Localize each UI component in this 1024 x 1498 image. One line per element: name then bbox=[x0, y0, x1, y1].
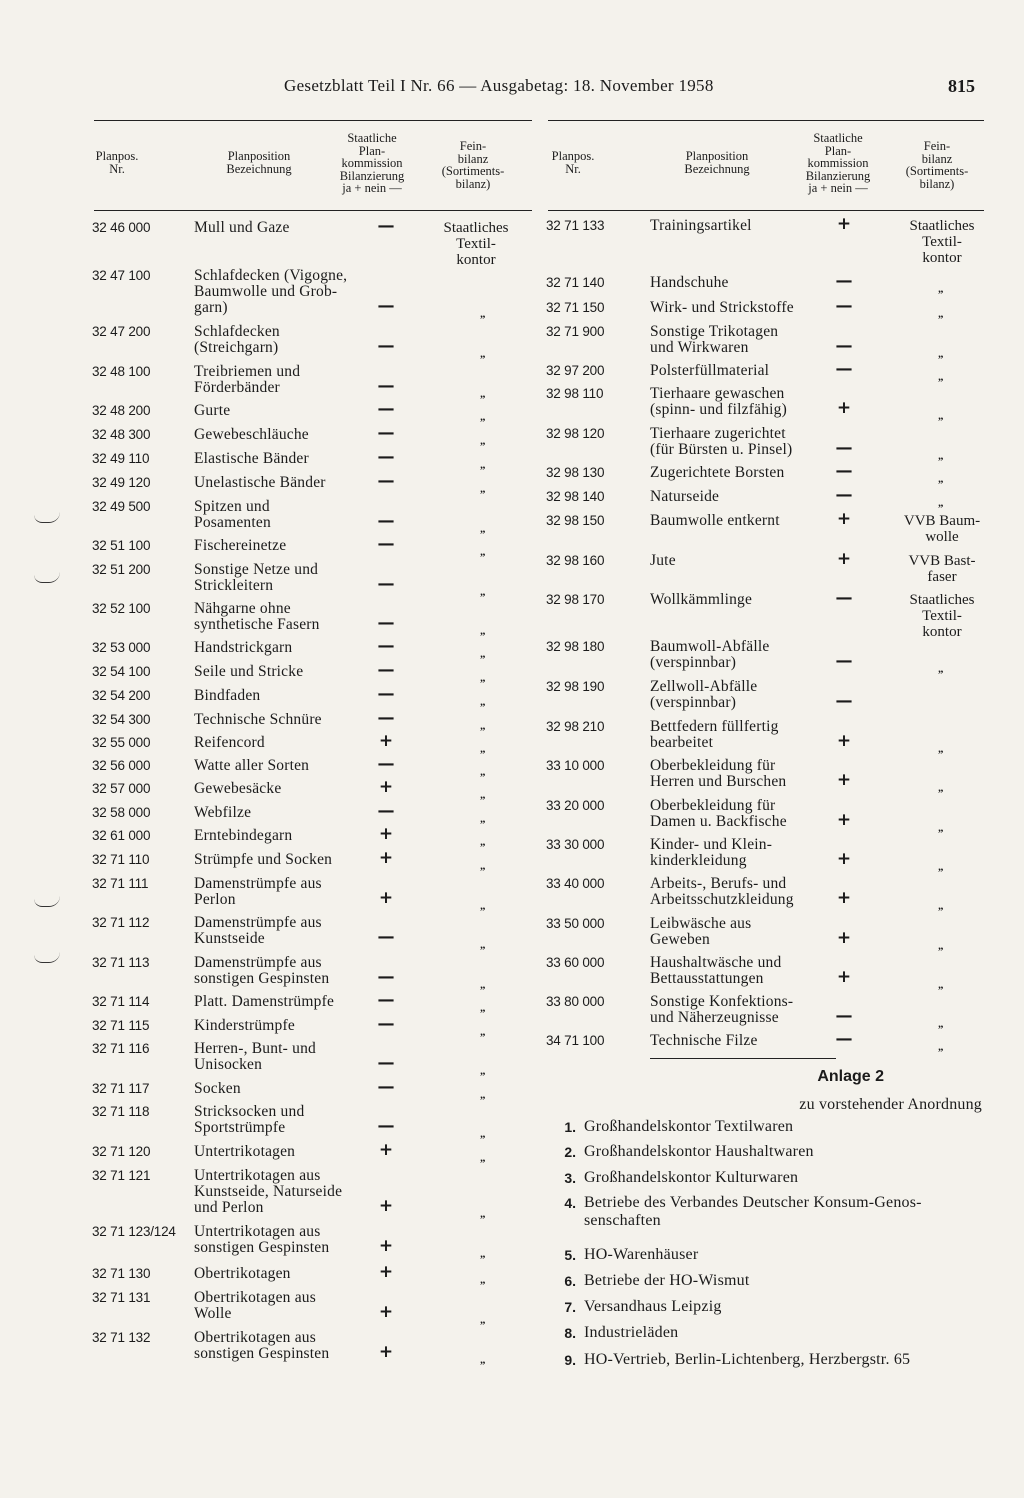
planpos-nr: 33 20 000 bbox=[546, 798, 605, 813]
planpos-nr: 32 55 000 bbox=[92, 735, 151, 750]
header-fb: Fein- bilanz (Sortiments- bilanz) bbox=[905, 139, 969, 191]
planpos-nr: 32 54 100 bbox=[92, 664, 151, 679]
ditto-mark: „ bbox=[480, 1128, 486, 1140]
ditto-mark: „ bbox=[480, 1208, 486, 1220]
bilanzierung-mark: — bbox=[377, 990, 395, 1010]
ditto-mark: „ bbox=[480, 348, 486, 360]
planpos-nr: 32 49 120 bbox=[92, 475, 151, 490]
bilanzierung-mark: — bbox=[835, 691, 853, 711]
bilanzierung-mark: + bbox=[378, 731, 394, 751]
table-header bbox=[540, 128, 984, 210]
planpos-nr: 32 47 200 bbox=[92, 324, 151, 339]
planpos-bezeichnung: Elastische Bänder bbox=[194, 450, 309, 467]
planpos-nr: 32 52 100 bbox=[92, 601, 151, 616]
ditto-mark: „ bbox=[938, 861, 944, 873]
planpos-bezeichnung: Socken bbox=[194, 1080, 241, 1097]
planpos-bezeichnung: Erntebindegarn bbox=[194, 827, 293, 844]
ditto-mark: „ bbox=[480, 546, 486, 558]
planpos-nr: 32 71 113 bbox=[92, 955, 150, 970]
ditto-mark: „ bbox=[480, 766, 486, 778]
bilanzierung-mark: — bbox=[377, 967, 395, 987]
planpos-bezeichnung: Damenstrümpfe aus Perlon bbox=[194, 875, 322, 908]
planpos-bezeichnung: Platt. Damenstrümpfe bbox=[194, 993, 335, 1010]
bilanzierung-mark: — bbox=[377, 1053, 395, 1073]
planpos-bezeichnung: Haushaltwäsche und Bettausstattungen bbox=[650, 954, 782, 987]
bilanzierung-mark: — bbox=[377, 471, 395, 491]
planpos-bezeichnung: Tierhaare gewaschen (spinn- und filzfähig) bbox=[650, 385, 787, 418]
planpos-nr: 32 71 123/124 bbox=[92, 1224, 176, 1239]
planpos-nr: 32 53 000 bbox=[92, 640, 151, 655]
bilanzierung-mark: + bbox=[836, 549, 852, 569]
planpos-bezeichnung: Strümpfe und Socken bbox=[194, 851, 333, 868]
planpos-bezeichnung: Baumwolle entkernt bbox=[650, 512, 780, 529]
header-fb: Fein- bilanz (Sortiments- bilanz) bbox=[441, 139, 505, 191]
planpos-nr: 33 80 000 bbox=[546, 994, 605, 1009]
planpos-nr: 32 48 300 bbox=[92, 427, 151, 442]
bilanzierung-mark: — bbox=[377, 574, 395, 594]
bilanzierung-mark: + bbox=[836, 731, 852, 751]
bilanzierung-mark: + bbox=[378, 1196, 394, 1216]
ditto-mark: „ bbox=[480, 459, 486, 471]
list-text: Industrieläden bbox=[584, 1324, 679, 1341]
bilanzierung-mark: + bbox=[836, 398, 852, 418]
list-number: 2. bbox=[564, 1144, 576, 1160]
planpos-bezeichnung: Damenstrümpfe aus Kunstseide bbox=[194, 914, 322, 947]
ditto-mark: „ bbox=[480, 388, 486, 400]
ditto-mark: „ bbox=[480, 789, 486, 801]
planpos-nr: 32 71 114 bbox=[92, 994, 150, 1009]
ditto-mark: „ bbox=[480, 696, 486, 708]
planpos-bezeichnung: Spitzen und Posamenten bbox=[194, 498, 271, 531]
bilanzierung-mark: — bbox=[377, 399, 395, 419]
running-title: Gesetzblatt Teil I Nr. 66 — Ausgabetag: 18. November 1958 bbox=[284, 76, 714, 95]
page-header bbox=[0, 76, 1024, 102]
header-bez: Planposition Bezeichnung bbox=[226, 149, 292, 176]
planpos-bezeichnung: Trainingsartikel bbox=[650, 217, 752, 234]
bilanzierung-mark: — bbox=[377, 684, 395, 704]
ditto-mark: „ bbox=[938, 308, 944, 320]
bilanzierung-mark: — bbox=[377, 216, 395, 236]
planpos-nr: 32 71 121 bbox=[92, 1168, 151, 1183]
header-nr: Planpos. Nr. bbox=[95, 149, 139, 176]
bilanzierung-mark: — bbox=[377, 708, 395, 728]
planpos-bezeichnung: Untertrikotagen aus sonstigen Gespinsten bbox=[194, 1223, 330, 1256]
planpos-nr: 32 71 130 bbox=[92, 1266, 151, 1281]
ditto-mark: „ bbox=[480, 1089, 486, 1101]
bilanzierung-mark: — bbox=[377, 1014, 395, 1034]
list-number: 4. bbox=[564, 1195, 576, 1211]
planpos-nr: 32 98 170 bbox=[546, 592, 605, 607]
page-number: 815 bbox=[948, 76, 975, 96]
planpos-bezeichnung: Gewebeschläuche bbox=[194, 426, 309, 443]
planpos-bezeichnung: Baumwoll-Abfälle (verspinnbar) bbox=[650, 638, 770, 671]
ditto-mark: „ bbox=[938, 900, 944, 912]
bilanzierung-mark: + bbox=[836, 928, 852, 948]
bilanzierung-mark: — bbox=[377, 613, 395, 633]
ditto-mark: „ bbox=[938, 497, 944, 509]
list-text: Großhandelskontor Kulturwaren bbox=[584, 1169, 799, 1186]
planpos-nr: 32 98 140 bbox=[546, 489, 605, 504]
planpos-nr: 33 50 000 bbox=[546, 916, 605, 931]
ditto-mark: „ bbox=[480, 586, 486, 598]
feinbilanz-stelle: Staatliches Textil- kontor bbox=[909, 218, 975, 266]
planpos-bezeichnung: Damenstrümpfe aus sonstigen Gespinsten bbox=[194, 954, 330, 987]
planpos-bezeichnung: Bettfedern füllfertig bearbeitet bbox=[650, 718, 779, 751]
feinbilanz-stelle: VVB Baum- wolle bbox=[903, 513, 981, 545]
ditto-mark: „ bbox=[938, 450, 944, 462]
ditto-mark: „ bbox=[480, 939, 486, 951]
margin-mark bbox=[34, 512, 60, 523]
bilanzierung-mark: + bbox=[836, 509, 852, 529]
list-text: Betriebe der HO-Wismut bbox=[584, 1272, 750, 1289]
bilanzierung-mark: — bbox=[835, 651, 853, 671]
header-spk: Staatliche Plan- kommission Bilanzierung ja + nein — bbox=[805, 131, 871, 195]
planpos-bezeichnung: Untertrikotagen aus Kunstseide, Naturseide und Perlon bbox=[194, 1167, 343, 1216]
bilanzierung-mark: + bbox=[378, 1236, 394, 1256]
planpos-nr: 32 56 000 bbox=[92, 758, 151, 773]
planpos-nr: 34 71 100 bbox=[546, 1033, 605, 1048]
planpos-nr: 32 54 200 bbox=[92, 688, 151, 703]
bilanzierung-mark: — bbox=[377, 423, 395, 443]
bilanzierung-mark: + bbox=[378, 1342, 394, 1362]
bilanzierung-mark: + bbox=[378, 888, 394, 908]
bilanzierung-mark: — bbox=[377, 1077, 395, 1097]
margin-mark bbox=[34, 952, 60, 963]
planpos-nr: 32 71 900 bbox=[546, 324, 605, 339]
ditto-mark: „ bbox=[938, 782, 944, 794]
bilanzierung-mark: — bbox=[377, 636, 395, 656]
ditto-mark: „ bbox=[480, 900, 486, 912]
planpos-bezeichnung: Wirk- und Strickstoffe bbox=[650, 299, 794, 316]
margin-mark bbox=[34, 572, 60, 583]
planpos-bezeichnung: Polsterfüllmaterial bbox=[650, 362, 770, 379]
bilanzierung-mark: + bbox=[836, 888, 852, 908]
bilanzierung-mark: + bbox=[378, 848, 394, 868]
ditto-mark: „ bbox=[480, 648, 486, 660]
feinbilanz-stelle: Staatliches Textil- kontor bbox=[909, 592, 975, 640]
list-text: HO-Warenhäuser bbox=[584, 1246, 699, 1263]
ditto-mark: „ bbox=[480, 743, 486, 755]
ditto-mark: „ bbox=[480, 435, 486, 447]
planpos-nr: 32 48 100 bbox=[92, 364, 151, 379]
list-number: 5. bbox=[564, 1247, 576, 1263]
planpos-bezeichnung: Obertrikotagen aus Wolle bbox=[194, 1289, 316, 1322]
planpos-bezeichnung: Stricksocken und Sportstrümpfe bbox=[194, 1103, 305, 1136]
list-text: Betriebe des Verbandes Deutscher Konsum-Genos- senschaften bbox=[584, 1194, 922, 1229]
planpos-bezeichnung: Untertrikotagen bbox=[194, 1143, 296, 1160]
planpos-bezeichnung: Technische Filze bbox=[650, 1032, 758, 1049]
planpos-nr: 32 98 210 bbox=[546, 719, 605, 734]
ditto-mark: „ bbox=[938, 473, 944, 485]
planpos-bezeichnung: Treibriemen und Förderbänder bbox=[194, 363, 301, 396]
bilanzierung-mark: — bbox=[377, 511, 395, 531]
bilanzierung-mark: + bbox=[836, 967, 852, 987]
ditto-mark: „ bbox=[938, 410, 944, 422]
ditto-mark: „ bbox=[480, 1065, 486, 1077]
planpos-nr: 33 40 000 bbox=[546, 876, 605, 891]
planpos-nr: 32 71 132 bbox=[92, 1330, 151, 1345]
list-number: 8. bbox=[564, 1325, 576, 1341]
header-rule bbox=[94, 210, 532, 211]
ditto-mark: „ bbox=[480, 483, 486, 495]
bilanzierung-mark: — bbox=[835, 336, 853, 356]
bilanzierung-mark: — bbox=[377, 927, 395, 947]
planpos-nr: 32 71 115 bbox=[92, 1018, 150, 1033]
bilanzierung-mark: + bbox=[836, 849, 852, 869]
planpos-nr: 32 51 200 bbox=[92, 562, 151, 577]
ditto-mark: „ bbox=[938, 743, 944, 755]
planpos-nr: 32 47 100 bbox=[92, 268, 151, 283]
ditto-mark: „ bbox=[480, 1274, 486, 1286]
planpos-bezeichnung: Sonstige Konfektions- und Näherzeugnisse bbox=[650, 993, 794, 1026]
list-number: 6. bbox=[564, 1273, 576, 1289]
feinbilanz-stelle: Staatliches Textil- kontor bbox=[443, 220, 509, 268]
header-bez: Planposition Bezeichnung bbox=[684, 149, 750, 176]
bilanzierung-mark: — bbox=[835, 359, 853, 379]
planpos-bezeichnung: Seile und Stricke bbox=[194, 663, 304, 680]
planpos-nr: 32 98 180 bbox=[546, 639, 605, 654]
planpos-bezeichnung: Wollkämmlinge bbox=[650, 591, 753, 608]
planpos-nr: 32 61 000 bbox=[92, 828, 151, 843]
planpos-nr: 32 98 150 bbox=[546, 513, 605, 528]
bilanzierung-mark: + bbox=[836, 214, 852, 234]
planpos-nr: 32 58 000 bbox=[92, 805, 151, 820]
planpos-nr: 32 54 300 bbox=[92, 712, 151, 727]
planpos-bezeichnung: Schlafdecken (Vigogne, Baumwolle und Grob- garn) bbox=[194, 267, 348, 316]
bilanzierung-mark: — bbox=[835, 296, 853, 316]
planpos-bezeichnung: Arbeits-, Berufs- und Arbeitsschutzkleidung bbox=[650, 875, 794, 908]
ditto-mark: „ bbox=[938, 1018, 944, 1030]
ditto-mark: „ bbox=[480, 1354, 486, 1366]
ditto-mark: „ bbox=[938, 283, 944, 295]
planpos-nr: 32 97 200 bbox=[546, 363, 605, 378]
ditto-mark: „ bbox=[480, 411, 486, 423]
planpos-nr: 32 71 118 bbox=[92, 1104, 150, 1119]
planpos-bezeichnung: Fischereinetze bbox=[194, 537, 287, 554]
planpos-bezeichnung: Unelastische Bänder bbox=[194, 474, 326, 491]
planpos-bezeichnung: Watte aller Sorten bbox=[194, 757, 310, 774]
planpos-nr: 32 71 117 bbox=[92, 1081, 150, 1096]
bilanzierung-mark: + bbox=[378, 777, 394, 797]
planpos-bezeichnung: Oberbekleidung für Damen u. Backfische bbox=[650, 797, 787, 830]
planpos-bezeichnung: Zellwoll-Abfälle (verspinnbar) bbox=[650, 678, 758, 711]
planpos-bezeichnung: Kinder- und Klein- kinderkleidung bbox=[650, 836, 773, 869]
list-number: 7. bbox=[564, 1299, 576, 1315]
end-rule bbox=[650, 1058, 836, 1059]
bilanzierung-mark: — bbox=[377, 376, 395, 396]
planpos-bezeichnung: Nähgarne ohne synthetische Fasern bbox=[194, 600, 320, 633]
bilanzierung-mark: — bbox=[377, 534, 395, 554]
planpos-nr: 32 46 000 bbox=[92, 220, 151, 235]
planpos-nr: 32 98 120 bbox=[546, 426, 605, 441]
top-rule bbox=[548, 120, 984, 121]
bilanzierung-mark: — bbox=[377, 1116, 395, 1136]
bilanzierung-mark: + bbox=[378, 1140, 394, 1160]
table-header bbox=[86, 128, 532, 210]
ditto-mark: „ bbox=[480, 1002, 486, 1014]
list-number: 1. bbox=[564, 1119, 576, 1135]
bilanzierung-mark: + bbox=[378, 1262, 394, 1282]
ditto-mark: „ bbox=[480, 1314, 486, 1326]
ditto-mark: „ bbox=[938, 822, 944, 834]
planpos-bezeichnung: Bindfaden bbox=[194, 687, 261, 704]
list-text: Versandhaus Leipzig bbox=[584, 1298, 722, 1315]
bilanzierung-mark: + bbox=[836, 770, 852, 790]
bilanzierung-mark: — bbox=[377, 447, 395, 467]
list-text: Großhandelskontor Haushaltwaren bbox=[584, 1143, 814, 1160]
planpos-nr: 32 71 116 bbox=[92, 1041, 150, 1056]
planpos-bezeichnung: Zugerichtete Borsten bbox=[650, 464, 785, 481]
planpos-nr: 32 98 160 bbox=[546, 553, 605, 568]
ditto-mark: „ bbox=[480, 672, 486, 684]
ditto-mark: „ bbox=[480, 1248, 486, 1260]
planpos-bezeichnung: Jute bbox=[650, 552, 676, 569]
header-spk: Staatliche Plan- kommission Bilanzierung ja + nein — bbox=[339, 131, 405, 195]
feinbilanz-stelle: VVB Bast- faser bbox=[908, 553, 976, 585]
top-rule bbox=[94, 120, 532, 121]
planpos-nr: 33 60 000 bbox=[546, 955, 605, 970]
ditto-mark: „ bbox=[938, 371, 944, 383]
bilanzierung-mark: + bbox=[378, 1302, 394, 1322]
bilanzierung-mark: — bbox=[835, 438, 853, 458]
bilanzierung-mark: + bbox=[378, 824, 394, 844]
ditto-mark: „ bbox=[480, 1152, 486, 1164]
planpos-bezeichnung: Obertrikotagen aus sonstigen Gespinsten bbox=[194, 1329, 330, 1362]
planpos-nr: 32 57 000 bbox=[92, 781, 151, 796]
bilanzierung-mark: — bbox=[835, 271, 853, 291]
planpos-bezeichnung: Oberbekleidung für Herren und Burschen bbox=[650, 757, 787, 790]
ditto-mark: „ bbox=[938, 348, 944, 360]
ditto-mark: „ bbox=[938, 940, 944, 952]
margin-mark bbox=[34, 896, 60, 907]
ditto-mark: „ bbox=[480, 523, 486, 535]
planpos-bezeichnung: Sonstige Trikotagen und Wirkwaren bbox=[650, 323, 779, 356]
planpos-bezeichnung: Mull und Gaze bbox=[194, 219, 290, 236]
bilanzierung-mark: + bbox=[836, 810, 852, 830]
planpos-bezeichnung: Reifencord bbox=[194, 734, 265, 751]
ditto-mark: „ bbox=[480, 720, 486, 732]
planpos-nr: 32 51 100 bbox=[92, 538, 151, 553]
planpos-bezeichnung: Technische Schnüre bbox=[194, 711, 322, 728]
planpos-bezeichnung: Handstrickgarn bbox=[194, 639, 293, 656]
planpos-bezeichnung: Obertrikotagen bbox=[194, 1265, 291, 1282]
planpos-nr: 32 49 500 bbox=[92, 499, 151, 514]
ditto-mark: „ bbox=[480, 813, 486, 825]
planpos-nr: 32 48 200 bbox=[92, 403, 151, 418]
bilanzierung-mark: — bbox=[835, 485, 853, 505]
bilanzierung-mark: — bbox=[835, 1006, 853, 1026]
ditto-mark: „ bbox=[480, 308, 486, 320]
anlage-subtitle: zu vorstehender Anordnung bbox=[799, 1096, 982, 1113]
list-number: 9. bbox=[564, 1352, 576, 1368]
planpos-bezeichnung: Leibwäsche aus Geweben bbox=[650, 915, 752, 948]
header-nr: Planpos. Nr. bbox=[551, 149, 595, 176]
planpos-bezeichnung: Gurte bbox=[194, 402, 231, 419]
ditto-mark: „ bbox=[938, 663, 944, 675]
planpos-nr: 32 71 133 bbox=[546, 218, 605, 233]
planpos-nr: 32 49 110 bbox=[92, 451, 150, 466]
planpos-nr: 32 71 150 bbox=[546, 300, 605, 315]
planpos-bezeichnung: Webfilze bbox=[194, 804, 252, 821]
ditto-mark: „ bbox=[480, 860, 486, 872]
ditto-mark: „ bbox=[480, 1026, 486, 1038]
planpos-bezeichnung: Gewebesäcke bbox=[194, 780, 282, 797]
planpos-bezeichnung: Herren-, Bunt- und Unisocken bbox=[194, 1040, 316, 1073]
bilanzierung-mark: — bbox=[377, 801, 395, 821]
bilanzierung-mark: — bbox=[835, 1029, 853, 1049]
ditto-mark: „ bbox=[480, 979, 486, 991]
bilanzierung-mark: — bbox=[377, 754, 395, 774]
planpos-nr: 32 98 190 bbox=[546, 679, 605, 694]
planpos-nr: 32 71 120 bbox=[92, 1144, 151, 1159]
ditto-mark: „ bbox=[480, 836, 486, 848]
bilanzierung-mark: — bbox=[377, 660, 395, 680]
bilanzierung-mark: — bbox=[377, 336, 395, 356]
bilanzierung-mark: — bbox=[835, 461, 853, 481]
planpos-nr: 32 71 112 bbox=[92, 915, 150, 930]
planpos-bezeichnung: Naturseide bbox=[650, 488, 720, 505]
list-number: 3. bbox=[564, 1170, 576, 1186]
planpos-nr: 32 71 131 bbox=[92, 1290, 151, 1305]
planpos-nr: 32 71 111 bbox=[92, 876, 149, 891]
planpos-nr: 32 71 140 bbox=[546, 275, 605, 290]
planpos-bezeichnung: Sonstige Netze und Strickleitern bbox=[194, 561, 319, 594]
bilanzierung-mark: — bbox=[835, 588, 853, 608]
planpos-nr: 32 71 110 bbox=[92, 852, 150, 867]
planpos-bezeichnung: Tierhaare zugerichtet (für Bürsten u. Pinsel) bbox=[650, 425, 793, 458]
ditto-mark: „ bbox=[938, 1041, 944, 1053]
planpos-nr: 32 98 110 bbox=[546, 386, 604, 401]
planpos-nr: 33 10 000 bbox=[546, 758, 605, 773]
list-text: HO-Vertrieb, Berlin-Lichtenberg, Herzbergstr. 65 bbox=[584, 1351, 911, 1368]
header-rule bbox=[548, 210, 984, 211]
planpos-nr: 33 30 000 bbox=[546, 837, 605, 852]
planpos-bezeichnung: Kinderstrümpfe bbox=[194, 1017, 295, 1034]
bilanzierung-mark: — bbox=[377, 296, 395, 316]
list-text: Großhandelskontor Textilwaren bbox=[584, 1118, 794, 1135]
planpos-nr: 32 98 130 bbox=[546, 465, 605, 480]
planpos-bezeichnung: Handschuhe bbox=[650, 274, 729, 291]
ditto-mark: „ bbox=[938, 979, 944, 991]
anlage-title: Anlage 2 bbox=[817, 1068, 884, 1085]
ditto-mark: „ bbox=[480, 625, 486, 637]
planpos-bezeichnung: Schlafdecken (Streichgarn) bbox=[194, 323, 280, 356]
